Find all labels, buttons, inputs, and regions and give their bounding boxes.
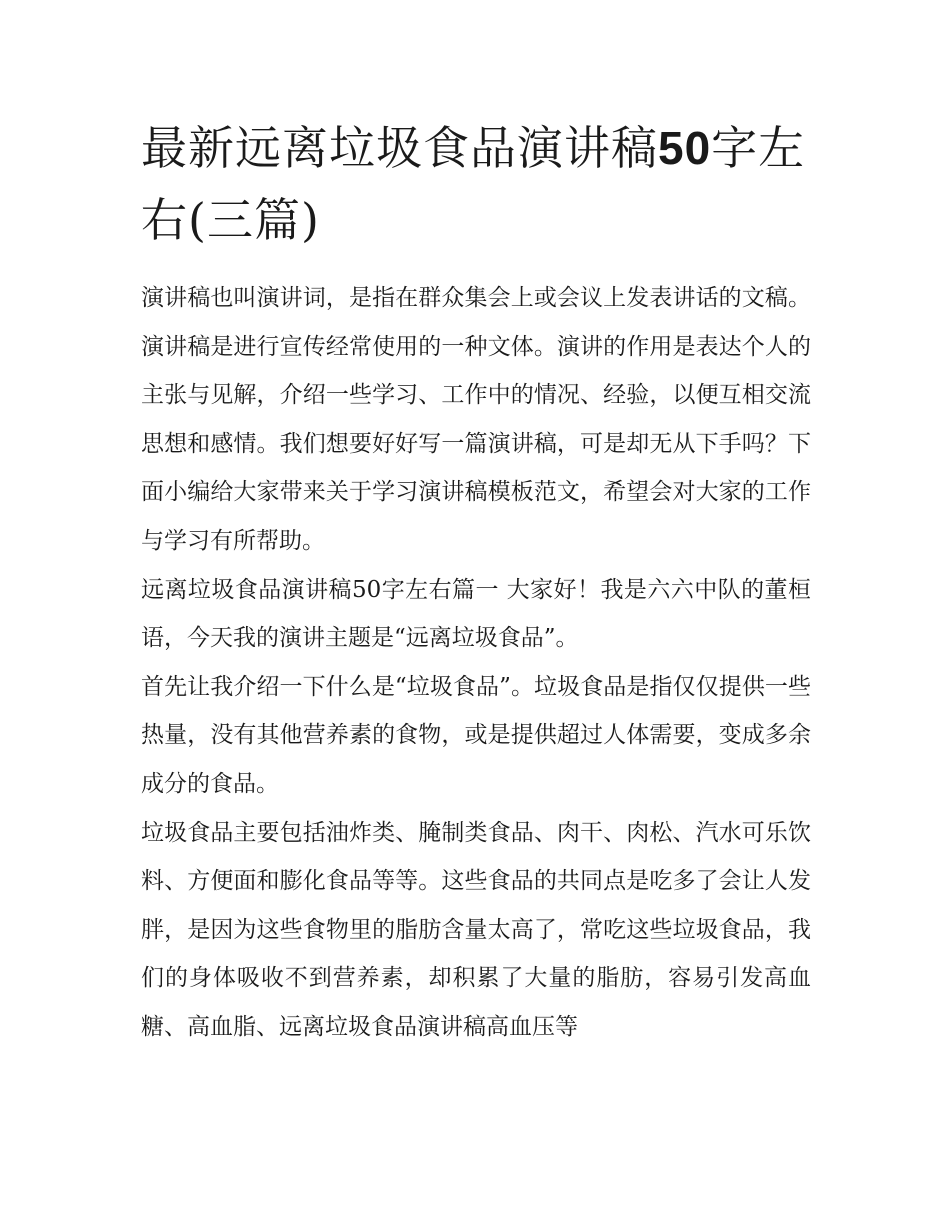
paragraph-definition: 首先让我介绍一下什么是“垃圾食品”。垃圾食品是指仅仅提供一些热量，没有其他营养素的食物，或是提供超过人体需要，变成多余成分的食品。 xyxy=(141,673,811,797)
document-page xyxy=(141,112,811,1052)
paragraph-food-types: 垃圾食品主要包括油炸类、腌制类食品、肉干、肉松、汽水可乐饮料、方便面和膨化食品等等。这些食品的共同点是吃多了会让人发胖，是因为这些食物里的脂肪含量太高了，常吃这些垃圾食品，我们的身体吸收不到营养素，却积累了大量的脂肪，容易引发高血糖、高血脂、远离垃圾食品演讲稿高血压等 xyxy=(141,819,811,1040)
title-text-part1: 最新远离垃圾食品演讲稿 xyxy=(141,121,658,175)
document-title xyxy=(141,112,811,256)
title-text-part2: 字左右(三篇) xyxy=(141,121,806,247)
title-number: 50 xyxy=(658,122,712,174)
paragraph-intro: 演讲稿也叫演讲词，是指在群众集会上或会议上发表讲话的文稿。演讲稿是进行宣传经常使用的一种文体。演讲的作用是表达个人的主张与见解，介绍一些学习、工作中的情况、经验，以便互相交流思想和感情。我们想要好好写一篇演讲稿，可是却无从下手吗？下面小编给大家带来关于学习演讲稿模板范文，希望会对大家的工作与学习有所帮助。 xyxy=(141,285,811,554)
paragraph-speech-opening: 远离垃圾食品演讲稿50字左右篇一 大家好！我是六六中队的董桓语，今天我的演讲主题是“远离垃圾食品”。 xyxy=(141,576,811,652)
